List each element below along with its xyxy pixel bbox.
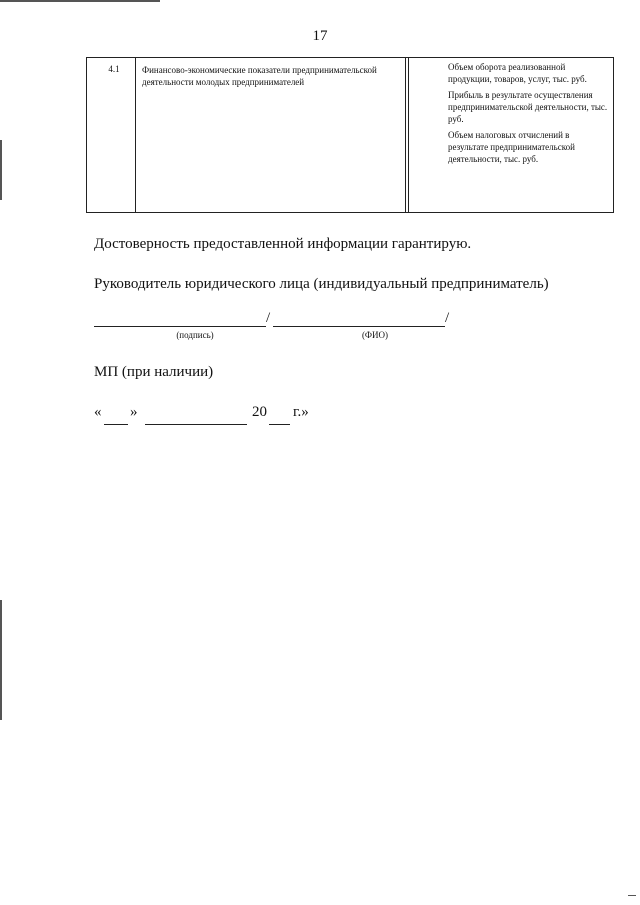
table-top-border xyxy=(86,57,614,58)
table-bottom-border xyxy=(86,212,614,213)
head-label: Руководитель юридического лица (индивидуальный предприниматель) xyxy=(94,276,549,292)
indicators-table xyxy=(86,57,614,213)
page-number: 17 xyxy=(312,28,328,44)
row-number: 4.1 xyxy=(108,64,120,74)
table-right-border xyxy=(613,57,614,213)
scan-edge-top xyxy=(0,0,160,2)
table-col-divider-2 xyxy=(405,57,406,213)
date-year-prefix: 20 xyxy=(252,404,267,420)
full-name-caption: (ФИО) xyxy=(361,330,389,340)
date-year-line[interactable] xyxy=(269,424,290,425)
guarantee-text: Достоверность предоставленной информации гарантирую. xyxy=(94,236,472,252)
indicator-item: Объем налоговых отчислений в результате предпринимательской деятельности, тыс. руб. xyxy=(448,130,575,164)
date-close-quote: » xyxy=(130,404,138,420)
signature-caption: (подпись) xyxy=(176,330,214,340)
table-col-divider-1 xyxy=(135,57,136,213)
indicator-item: Объем оборота реализованной продукции, товаров, услуг, тыс. руб. xyxy=(448,62,587,84)
scan-edge-left-upper xyxy=(0,140,2,200)
date-day-line[interactable] xyxy=(104,424,128,425)
stamp-label: МП (при наличии) xyxy=(94,364,214,380)
signature-line[interactable] xyxy=(94,326,266,327)
row-name: Финансово-экономические показатели предпринимательской деятельности молодых предпринимателей xyxy=(142,65,377,87)
date-open-quote: « xyxy=(94,404,102,420)
indicator-list xyxy=(448,61,608,169)
date-month-line[interactable] xyxy=(145,424,247,425)
date-year-suffix: г.» xyxy=(293,404,309,420)
table-col-divider-3 xyxy=(408,57,409,213)
scan-edge-left-lower xyxy=(0,600,2,720)
indicator-item: Прибыль в результате осуществления предпринимательской деятельности, тыс. руб. xyxy=(448,90,608,124)
full-name-slash: / xyxy=(445,310,450,326)
table-left-border xyxy=(86,57,87,213)
signature-slash: / xyxy=(266,310,271,326)
full-name-line[interactable] xyxy=(273,326,445,327)
scan-edge-bottom-right xyxy=(628,895,636,896)
